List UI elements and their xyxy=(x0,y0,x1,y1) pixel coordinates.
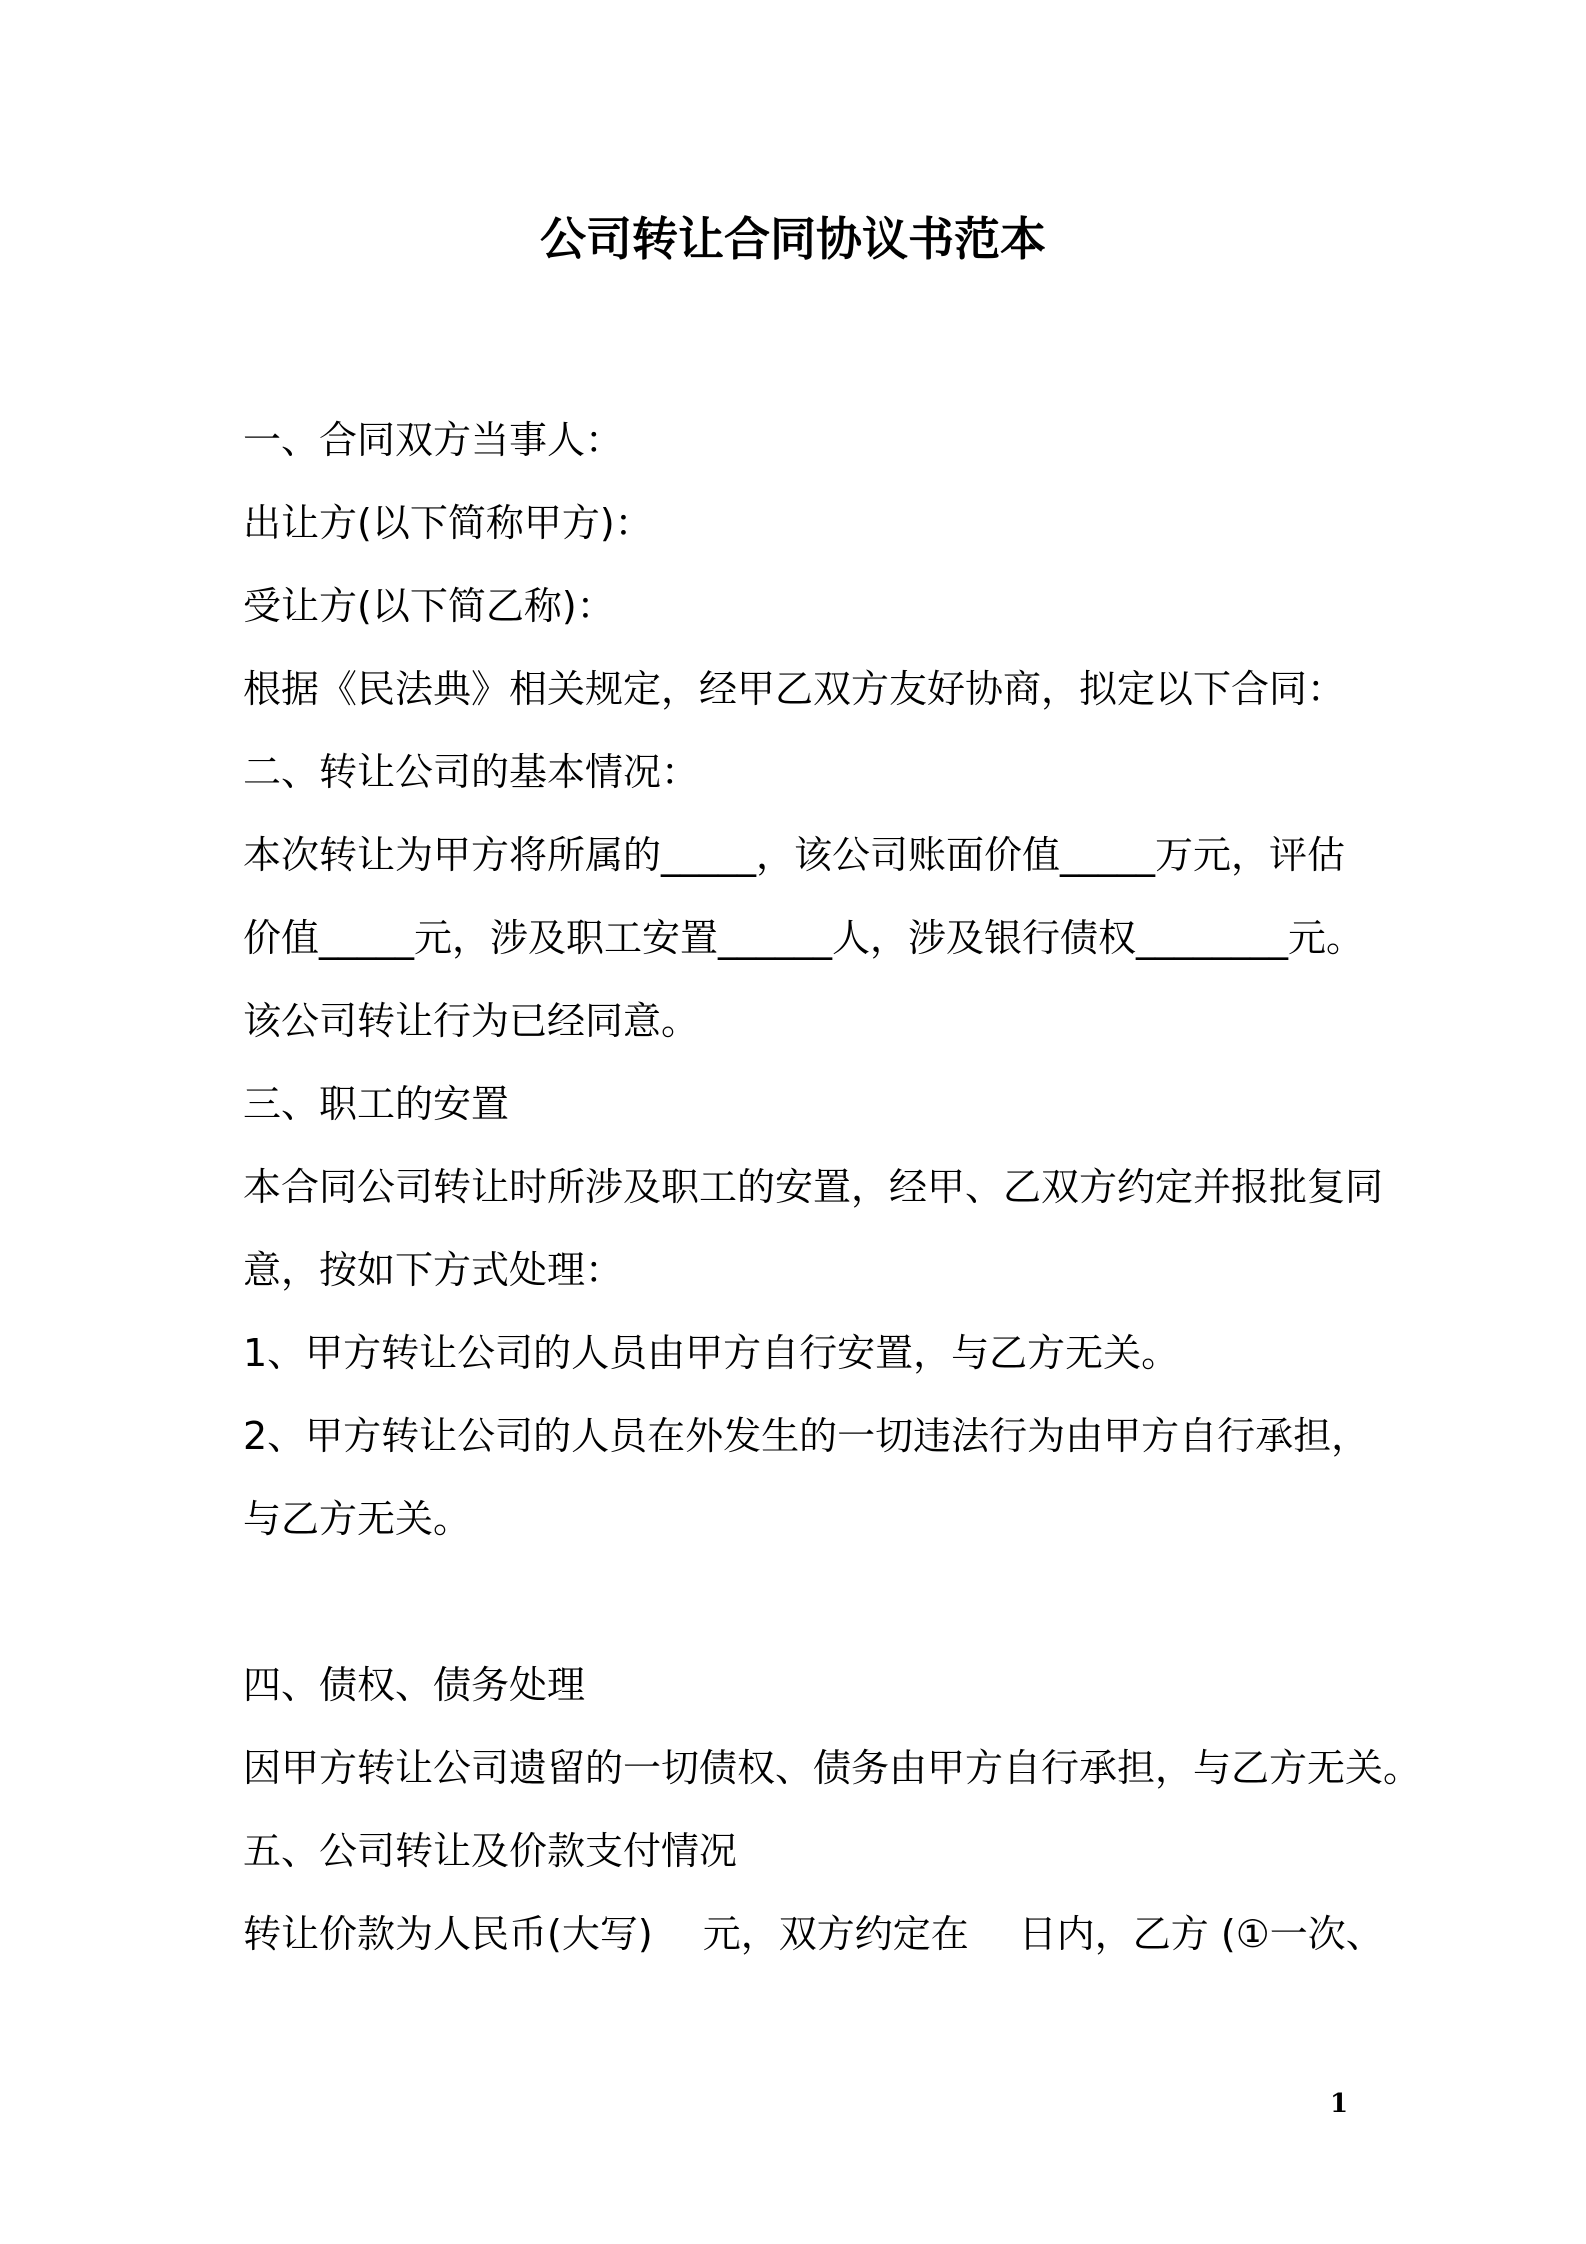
staff-paragraph-line-1: 本合同公司转让时所涉及职工的安置，经甲、乙双方约定并报批复同 xyxy=(243,1165,1384,1209)
company-info-line-1: 本次转让为甲方将所属的_____，该公司账面价值_____万元，评估 xyxy=(243,833,1346,877)
payment-line: 转让价款为人民币(大写) 元，双方约定在 日内，乙方 (①一次、 xyxy=(243,1912,1384,1956)
transferee-line: 受让方(以下简乙称)： xyxy=(243,584,615,628)
company-info-line-2: 价值_____元，涉及职工安置______人，涉及银行债权________元。 xyxy=(243,916,1365,960)
section-heading-parties: 一、合同双方当事人： xyxy=(243,418,624,462)
document-title: 公司转让合同协议书范本 xyxy=(540,212,1046,266)
transferor-line: 出让方(以下简称甲方)： xyxy=(243,501,653,545)
legal-basis-line: 根据《民法典》相关规定，经甲乙双方友好协商，拟定以下合同： xyxy=(243,667,1346,711)
section-heading-debts: 四、债权、债务处理 xyxy=(243,1663,586,1707)
section-heading-company-info: 二、转让公司的基本情况： xyxy=(243,750,700,794)
company-info-line-3: 该公司转让行为已经同意。 xyxy=(243,999,700,1043)
staff-item-2-line-2: 与乙方无关。 xyxy=(243,1497,472,1541)
page-number: 1 xyxy=(1330,2089,1349,2119)
staff-item-1: 1、甲方转让公司的人员由甲方自行安置，与乙方无关。 xyxy=(243,1331,1180,1375)
section-heading-payment: 五、公司转让及价款支付情况 xyxy=(243,1829,738,1873)
staff-item-2-line-1: 2、甲方转让公司的人员在外发生的一切违法行为由甲方自行承担， xyxy=(243,1414,1370,1458)
section-heading-staff: 三、职工的安置 xyxy=(243,1082,510,1126)
staff-paragraph-line-2: 意，按如下方式处理： xyxy=(243,1248,624,1292)
debts-line: 因甲方转让公司遗留的一切债权、债务由甲方自行承担，与乙方无关。 xyxy=(243,1746,1422,1790)
